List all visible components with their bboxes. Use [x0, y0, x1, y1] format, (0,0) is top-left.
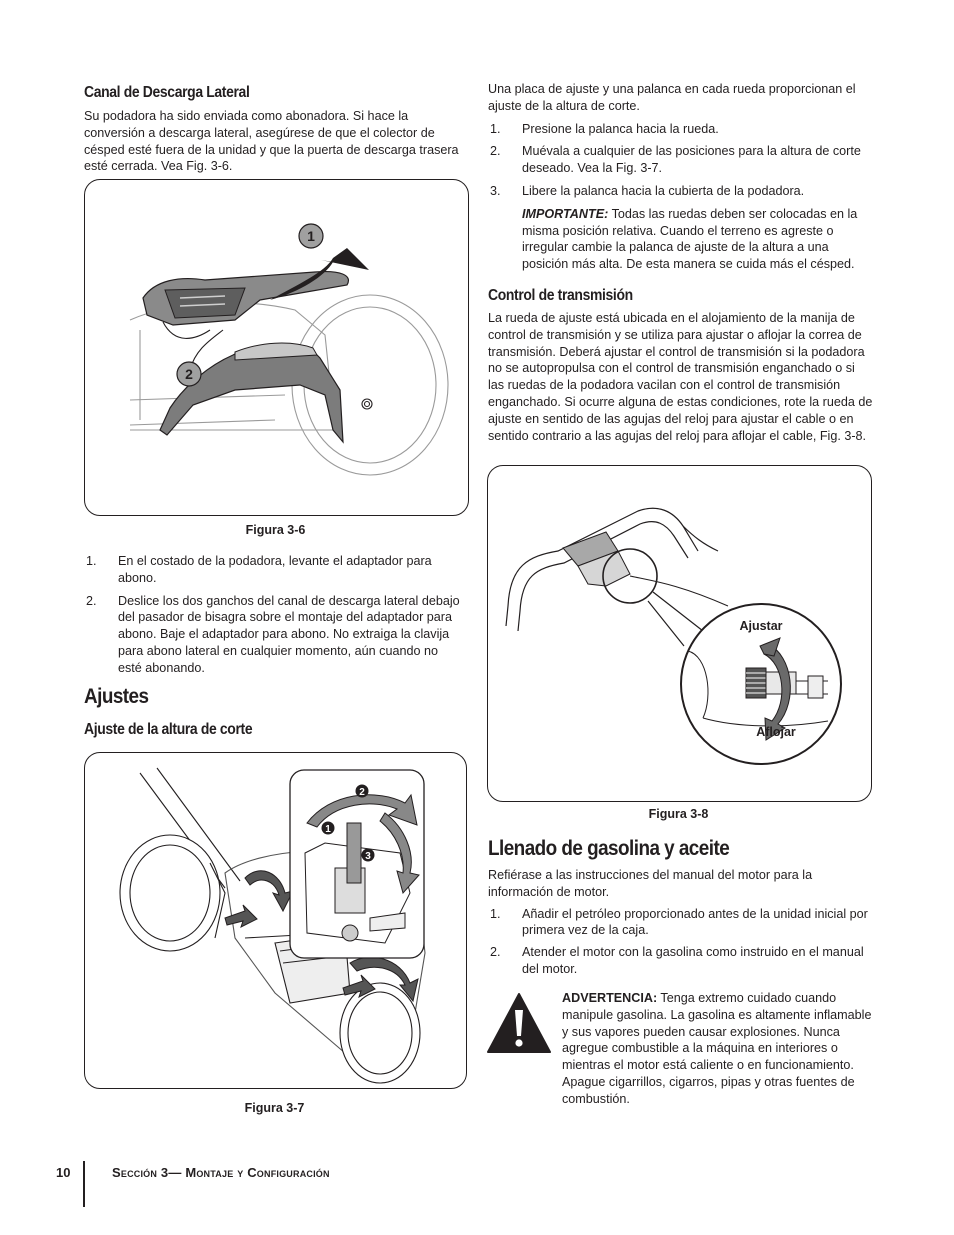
advertencia-label: ADVERTENCIA:	[562, 991, 658, 1005]
altura-heading: Ajuste de la altura de corte	[84, 721, 253, 738]
step-item: 2. Deslice los dos ganchos del canal de descarga lateral debajo del pasador de bisagra sobre el montaje del adaptador para abono. Baje el adaptador para abono. No extraiga la clavija para abono lateral en cualquier momento, aún cuando no esté abonando.	[86, 593, 460, 675]
step-item: 1. Presione la palanca hacia la rueda.	[490, 121, 719, 136]
ajustes-heading: Ajustes	[84, 685, 149, 708]
callout-2-label: 2	[359, 787, 365, 798]
advertencia-note	[562, 990, 874, 1108]
footer-divider	[83, 1161, 85, 1207]
left-column	[84, 84, 464, 175]
intro-text: Una placa de ajuste y una palanca en cada rueda proporcionan el ajuste de la altura de corte.	[488, 82, 856, 113]
step-item: 3. Libere la palanca hacia la cubierta de la podadora.	[490, 183, 805, 198]
figure-3-8-caption: Figura 3-8	[648, 807, 709, 821]
callout-1-label: 1	[307, 228, 315, 244]
right-column	[488, 81, 873, 444]
figure-3-7-caption: Figura 3-7	[244, 1101, 305, 1115]
llenado-heading: Llenado de gasolina y aceite	[488, 837, 730, 860]
figure-3-8	[487, 465, 872, 802]
canal-heading: Canal de Descarga Lateral	[84, 84, 250, 101]
figure-3-8-illustration	[488, 466, 871, 801]
section-title: Sección 3— Montaje y Configuración	[112, 1165, 330, 1180]
step-item: 1. Añadir el petróleo proporcionado antes de la unidad inicial por primera vez de la caja.	[490, 906, 868, 938]
llenado-text: Refiérase a las instrucciones del manual del motor para la información de motor.	[488, 868, 813, 899]
control-heading: Control de transmisión	[488, 286, 633, 304]
step-item: 2. Muévala a cualquier de las posiciones para la altura de corte deseado. Vea la Fig. 3-7.	[490, 144, 861, 176]
callout-2-label: 2	[185, 366, 193, 382]
callout-1-label: 1	[325, 824, 331, 835]
left-steps	[84, 553, 464, 677]
step-item: 2. Atender el motor con la gasolina como instruido en el manual del motor.	[490, 945, 864, 976]
warning-icon	[486, 992, 552, 1054]
importante-label: IMPORTANTE:	[522, 206, 609, 221]
control-text: La rueda de ajuste está ubicada en el alojamiento de la manija de control de transmisión y se utiliza para ajustar o aflojar la correa de transmisión. Deberá ajustar el control de transmisión si la podadora no se autopropulsa con el control de transmisión enganchado o si las ruedas de la podadora vacilan con el control de transmisión enganchado. Si ocurre alguna de estas condiciones, rote la rueda de ajuste en sentido de las agujas del reloj para ajustar el cable o en sentido contrario a las agujas del reloj para aflojar el cable, Fig. 3-8.	[488, 310, 873, 443]
step-item: 1. En el costado de la podadora, levante el adaptador para abono.	[86, 554, 432, 585]
importante-text: Todas las ruedas deben ser colocadas en la misma posición relativa. Cuando el terreno es agreste o irregular cambie la palanca de ajuste de la altura a una posición más alta. De esta manera se cuida más el césped.	[522, 206, 858, 272]
figure-3-7	[84, 752, 467, 1089]
figure-3-6-illustration	[85, 180, 468, 515]
page-number: 10	[56, 1165, 71, 1180]
callout-3-label: 3	[365, 851, 371, 862]
llenado-section	[488, 837, 873, 978]
figure-3-7-illustration	[85, 753, 466, 1088]
figure-3-6-caption: Figura 3-6	[245, 523, 306, 537]
canal-text: Su podadora ha sido enviada como abonadora. Si hace la conversión a descarga lateral, asegúrese de que el colector de césped esté fuera de la unidad y que la puerta de descarga trasera esté cerrada. Vea Fig. 3-6.	[84, 109, 459, 174]
ajustar-label: Ajustar	[739, 619, 783, 633]
importante-note	[488, 206, 873, 273]
aflojar-label: Aflojar	[756, 725, 796, 739]
figure-3-6	[84, 179, 469, 516]
advertencia-text: Tenga extremo cuidado cuando manipule gasolina. La gasolina es altamente inflamable y sus vapores pueden causar explosiones. Nunca agregue combustible a la máquina en interiores o mientras el motor está caliente o en funcionamiento. Apague cigarrillos, cigarros, pipas y otras fuentes de combustión.	[562, 991, 872, 1106]
